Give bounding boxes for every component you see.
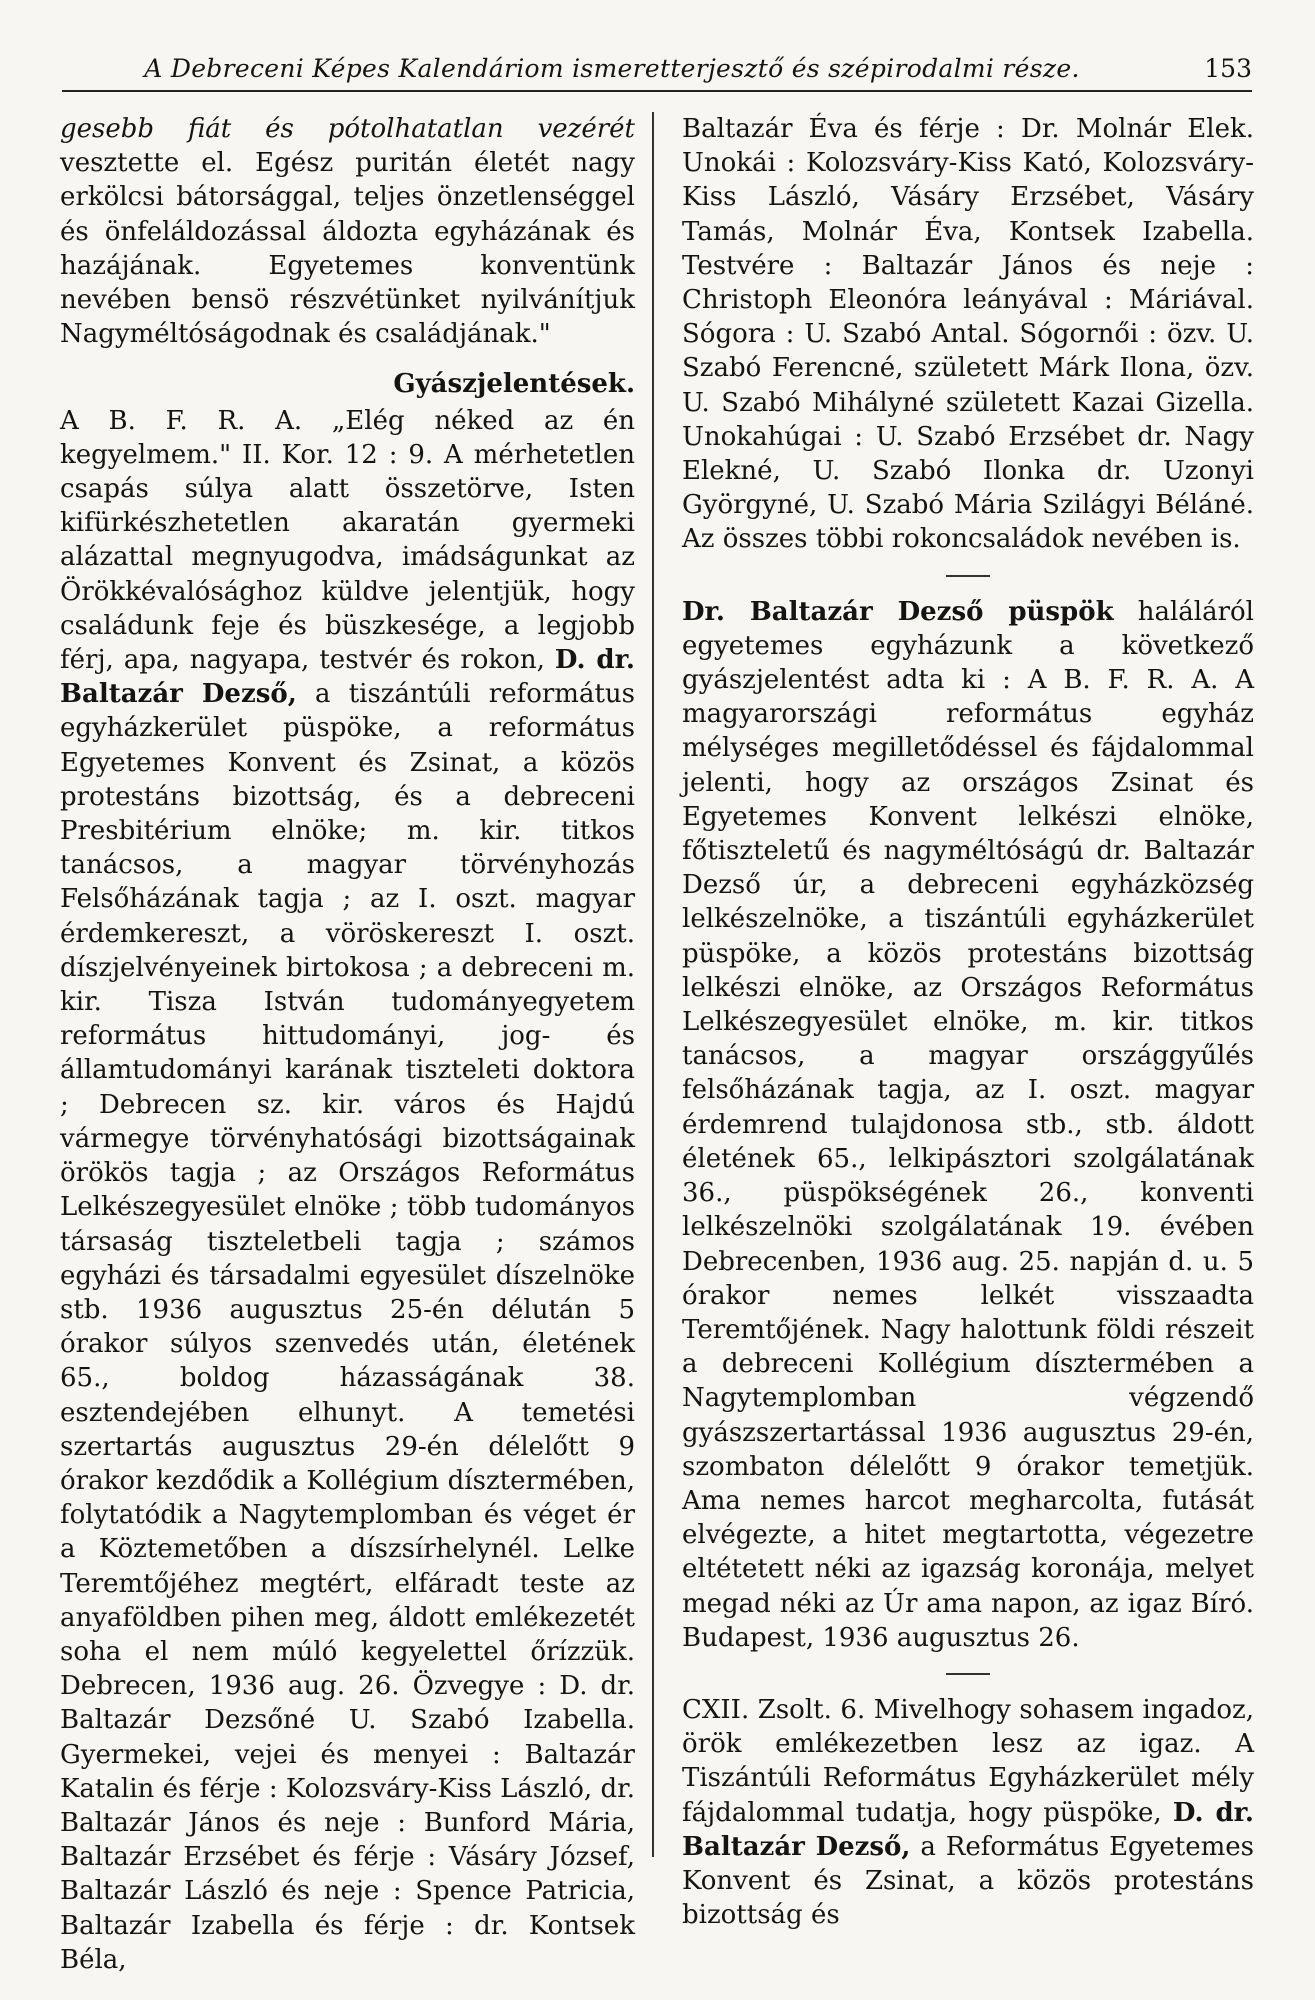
district-obituary-notice (682, 1693, 1254, 1932)
page-header (62, 46, 1252, 86)
family-list-paragraph: Baltazár Éva és férje : Dr. Molnár Elek. Unokái : Kolozsváry-Kiss Kató, Kolozsváry-Kiss László, Vásáry Erzsébet, Vásáry Tamás, Molnár Éva, Kontsek Izabella. Testvére : Baltazár János és neje : Christoph Eleonóra leányával : Máriával. Sógora : U. Szabó Antal. Sógornői : özv. U. Szabó Ferencné, született Márk Ilona, özv. U. Szabó Mihályné született Kazai Gizella. Unokahúgai : U. Szabó Erzsébet dr. Nagy Elekné, U. Szabó Ilonka dr. Uzonyi Györgyné, U. Szabó Mária Szilágyi Béláné. Az összes többi rokoncsaládok nevében is. (682, 114, 1254, 555)
column-divider-rule (652, 112, 654, 1857)
italic-lead-text: gesebb fiát és pótolhatatlan vezérét (60, 114, 635, 144)
paragraph-text: a tiszántúli református egyházkerület püspöke, a református Egyetemes Konvent és Zsinat, a közös protestáns bizottság, és a debreceni Presbitérium elnöke; m. kir. titkos tanácsos, a magyar törvényhozás Felsőházának tagja ; az I. oszt. magyar érdemkereszt, a vöröskereszt I. oszt. díszjelvényeinek birtokosa ; a debreceni m. kir. Tisza István tudományegyetem református hittudományi, jog- és államtudományi karának tiszteleti doktora ; Debrecen sz. kir. város és Hajdú vármegye törvényhatósági bizottságainak örökös tagja ; az Országos Református Lelkészegyesület elnöke ; több tudományos társaság tiszteletbeli tagja ; számos egyházi és társadalmi egyesület díszelnöke stb. 1936 augusztus 25-én délután 5 órakor súlyos szenvedés után, életének 65., boldog házasságának 38. esztendejében elhunyt. A temetési szertartás augusztus 29-én délelőtt 9 órakor kezdődik a Kollégium dísztermében, folytatódik a Nagytemplomban és véget ér a Köztemetőben a díszsírhelynél. Lelke Teremtőjéhez megtért, elfáradt teste az anyaföldben pihen meg, áldott emlékezetét soha el nem múló kegyelettel őrízzük. Debrecen, 1936 aug. 26. Özvegye : D. dr. Baltazár Dezsőné U. Szabó Izabella. Gyermekei, vejei és menyei : Baltazár Katalin és férje : Kolozsváry-Kiss László, dr. Baltazár János és neje : Bunford Mária, Baltazár Erzsébet és férje : Vásáry József, Baltazár László és neje : Spence Patricia, Baltazár Izabella és férje : dr. Kontsek Béla, (60, 679, 635, 1975)
header-rule (62, 90, 1252, 92)
obituary-family-notice (60, 404, 635, 1977)
running-header-title: A Debreceni Képes Kalendáriom ismeretterjesztő és szépirodalmi része. (144, 54, 1080, 83)
church-obituary-notice (682, 595, 1254, 1655)
section-divider (946, 575, 990, 577)
page-number: 153 (1204, 54, 1252, 83)
bishop-name: Dr. Baltazár Dezső püspök (682, 596, 1114, 627)
paragraph-text: CXII. Zsolt. 6. Mivelhogy sohasem ingadoz, örök emlékezetben lesz az igaz. A Tiszántúli Református Egyházkerület mély fájdalommal tudatja, hogy püspöke, (682, 1694, 1254, 1828)
deceased-name: D. dr. Baltazár Dezső, (682, 1797, 1254, 1862)
paragraph-text: a Református Egyetemes Konvent és Zsinat, a közös protestáns bizottság és (682, 1831, 1254, 1931)
left-column (60, 112, 635, 1977)
section-heading: Gyászjelentések. (393, 369, 635, 400)
paragraph-text: vesztette el. Egész puritán életét nagy erkölcsi bátorsággal, teljes önzetlenséggel és önfeláldozással áldozta egyházának és hazájának. Egyetemes konventünk nevében bensö részvétünket nyilvánítjuk Nagyméltóságodnak és családjának." (60, 148, 635, 350)
deceased-name: D. dr. Baltazár Dezső, (60, 645, 635, 710)
paragraph-text: A B. F. R. A. „Elég néked az én kegyelmem." II. Kor. 12 : 9. A mérhetetlen csapás súlya alatt összetörve, Isten kifürkészhetetlen akaratán gyermeki alázattal megnyugodva, imádságunkat az Örökkévalósághoz küldve jelentjük, hogy családunk feje és büszkesége, a legjobb férj, apa, nagyapa, testvér és rokon, (60, 405, 635, 676)
paragraph-text: haláláról egyetemes egyházunk a következő gyászjelentést adta ki : A B. F. R. A. A magyarországi református egyház mélységes megilletődéssel és fájdalommal jelenti, hogy az országos Zsinat és Egyetemes Konvent lelkészi elnöke, főtiszteletű és nagyméltóságú dr. Baltazár Dezső úr, a debreceni egyházközség lelkészelnöke, a tiszántúli egyházkerület püspöke, a közös protestáns bizottság lelkészi elnöke, az Országos Református Lelkészegyesület elnöke, m. kir. titkos tanácsos, a magyar országgyűlés felsőházának tagja, az I. oszt. magyar érdemrend tulajdonosa stb., stb. áldott életének 65., lelkipásztori szolgálatának 36., püspökségének 26., konventi lelkészelnöki szolgálatának 19. évében Debrecenben, 1936 aug. 25. napján d. u. 5 órakor nemes lelkét visszaadta Teremtőjének. Nagy halottunk földi részeit a debreceni Kollégium dísztermében a Nagytemplomban végzendő gyászszertartással 1936 augusztus 29-én, szombaton délelőtt 9 órakor temetjük. Ama nemes harcot megharcolta, futását elvégezte, a hitet megtartotta, végezetre eltétetett néki az igazság koronája, melyet megad néki az Úr ama napon, az igaz Bíró. Budapest, 1936 augusztus 26. (682, 596, 1254, 1653)
condolence-closing-paragraph (60, 112, 635, 351)
right-column (682, 112, 1254, 1932)
section-divider (946, 1673, 990, 1675)
